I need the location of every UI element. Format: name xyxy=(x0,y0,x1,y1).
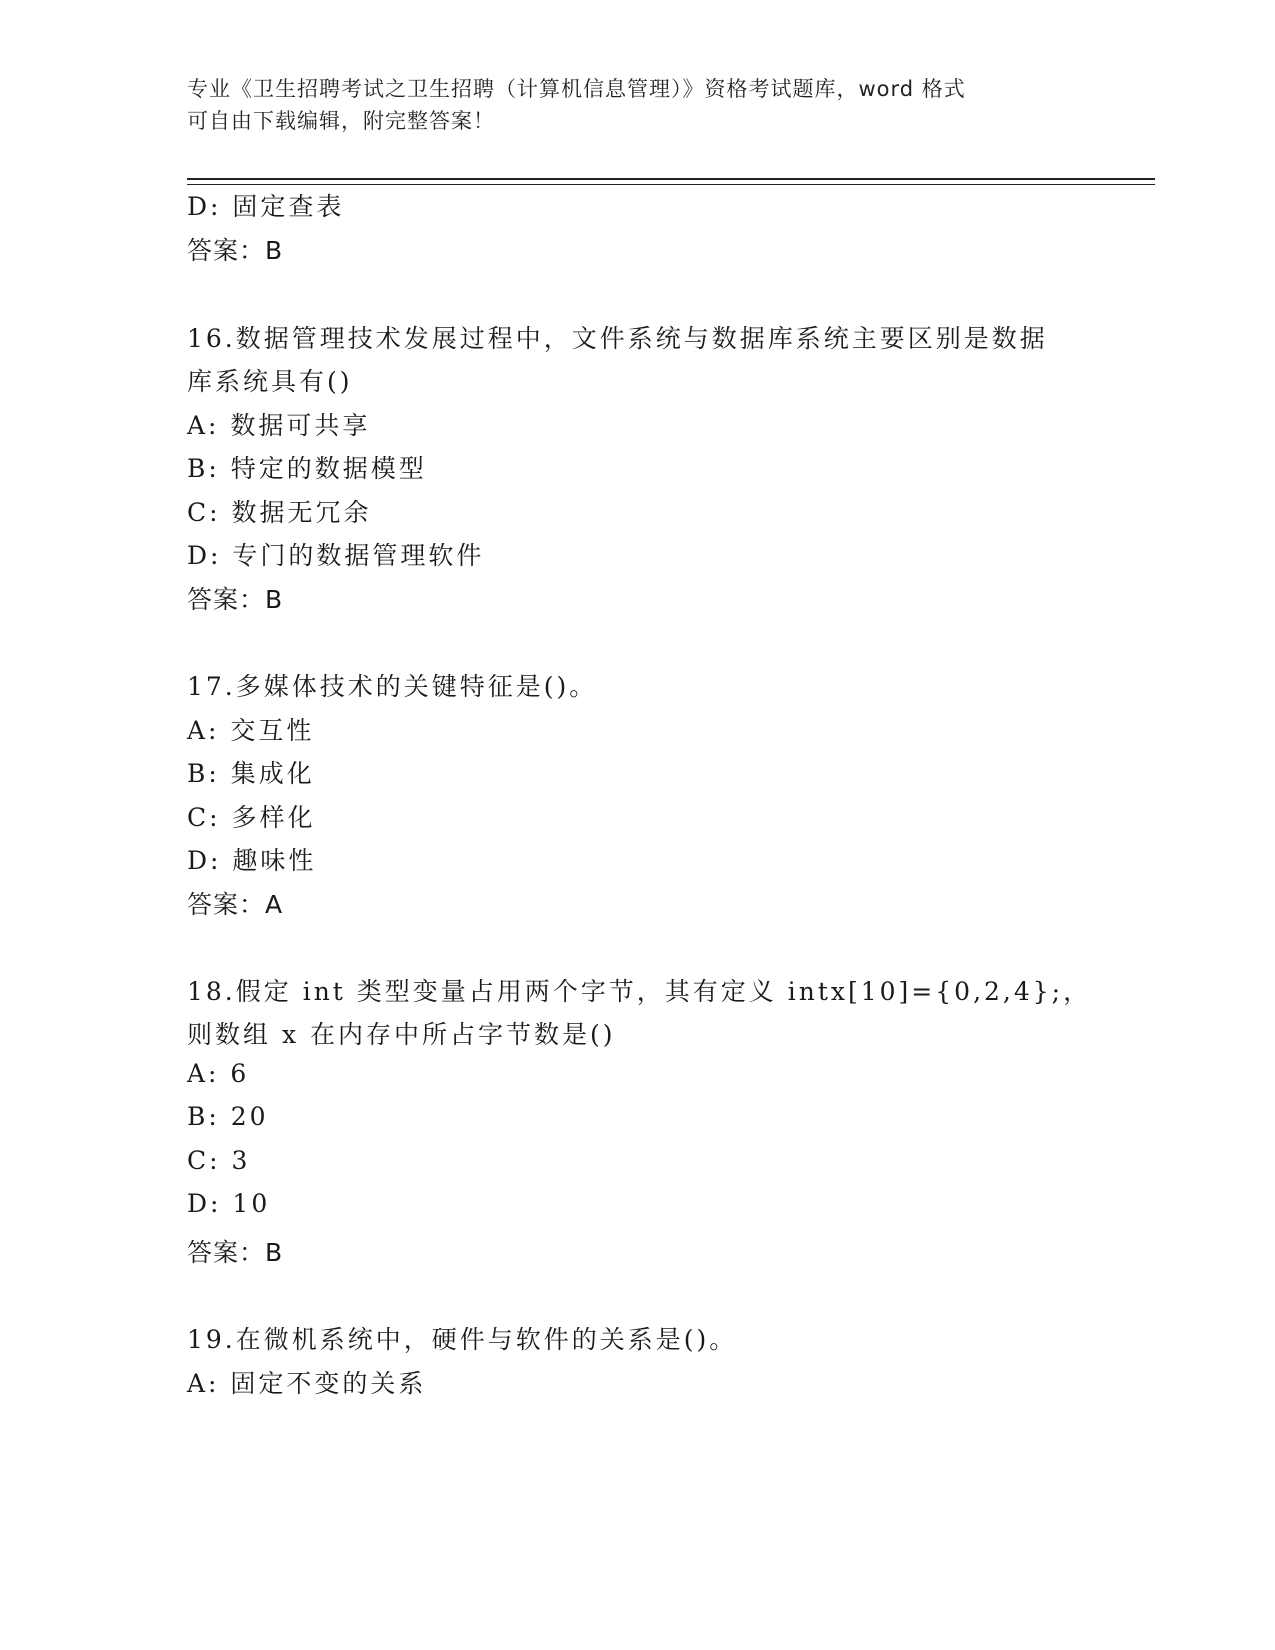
question-19-stem: 19.在微机系统中，硬件与软件的关系是()。 xyxy=(187,1325,738,1354)
prev-option-d: D: 固定查表 xyxy=(187,192,345,221)
question-16-stem: 16.数据管理技术发展过程中，文件系统与数据库系统主要区别是数据 xyxy=(187,324,1048,353)
question-16-option-a: A: 数据可共享 xyxy=(187,411,371,440)
header-line-1: 专业《卫生招聘考试之卫生招聘（计算机信息管理）》资格考试题库，word 格式 xyxy=(187,77,966,101)
question-17-stem: 17.多媒体技术的关键特征是()。 xyxy=(187,672,598,701)
header-divider xyxy=(187,178,1155,180)
question-16-option-c: C: 数据无冗余 xyxy=(187,498,372,527)
question-16-option-b: B: 特定的数据模型 xyxy=(187,454,427,483)
question-16-stem-cont: 库系统具有() xyxy=(187,367,353,396)
question-18-option-a: A: 6 xyxy=(187,1059,250,1088)
question-17-option-d: D: 趣味性 xyxy=(187,846,317,875)
question-18-option-c: C: 3 xyxy=(187,1146,251,1175)
document-header xyxy=(187,73,1067,137)
question-17-answer: 答案：A xyxy=(187,890,284,919)
question-19-option-a: A: 固定不变的关系 xyxy=(187,1369,427,1398)
question-17-option-a: A: 交互性 xyxy=(187,716,315,745)
header-divider-thin xyxy=(187,184,1155,185)
question-18-stem-cont: 则数组 x 在内存中所占字节数是() xyxy=(187,1020,616,1049)
prev-answer: 答案：B xyxy=(187,236,284,265)
header-line-2: 可自由下载编辑，附完整答案！ xyxy=(187,109,495,133)
question-18-option-b: B: 20 xyxy=(187,1102,269,1131)
question-18-option-d: D: 10 xyxy=(187,1189,271,1218)
question-17-option-c: C: 多样化 xyxy=(187,803,316,832)
question-16-answer: 答案：B xyxy=(187,585,284,614)
question-16-option-d: D: 专门的数据管理软件 xyxy=(187,541,485,570)
question-18-stem: 18.假定 int 类型变量占用两个字节，其有定义 intx[10]={0,2,4};， xyxy=(187,977,1092,1006)
question-18-answer: 答案：B xyxy=(187,1238,284,1267)
question-17-option-b: B: 集成化 xyxy=(187,759,315,788)
